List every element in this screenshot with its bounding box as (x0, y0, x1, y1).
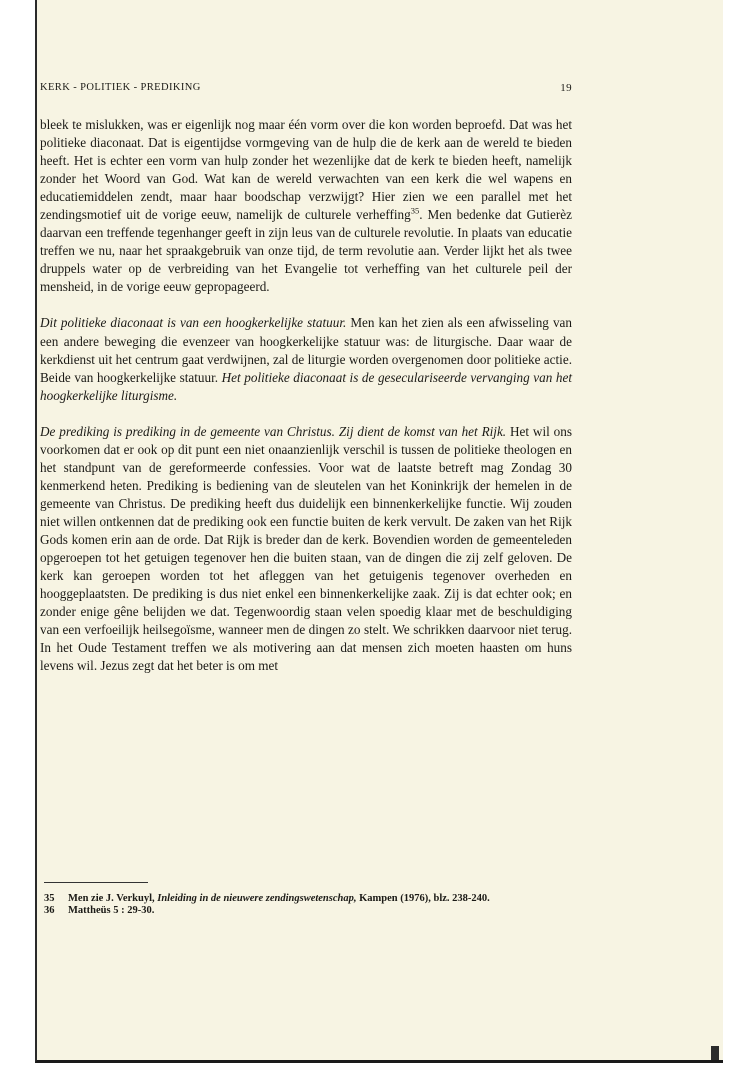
running-title: KERK - POLITIEK - PREDIKING (40, 82, 201, 93)
body-text (40, 116, 572, 675)
footnote-separator (44, 882, 148, 883)
text-run: Men kan het zien als een afwisseling van een andere beweging die evenzeer van hoogkerkelijke statuur was: de liturgische. Daar waar de kerkdienst uit het centrum gaat verdwijnen, zal de liturgie worden overgenomen door politieke actie. Beide van hoogkerkelijke statuur. (40, 315, 572, 385)
footnote-reference: 35 (410, 205, 420, 216)
page-number: 19 (560, 82, 572, 94)
footnote-number: 35 (44, 893, 55, 904)
footnote (44, 905, 572, 917)
italic-run: De prediking is prediking in de gemeente van Christus. Zij dient de komst van het Rijk. (40, 423, 507, 439)
text-run: Het wil ons voorkomen dat er ook op dit punt een niet onaanzienlijk verschil is tussen de politieke theologen en het standpunt van de gereformeerde confessies. Voor wat de laatste betreft mag Zondag 30 kenmerkend heten. Prediking is bediening van de sleutelen van het Koninkrijk der hemelen in de gemeente van Christus. De prediking heeft dus duidelijk een binnenkerkelijke functie. Wij zouden niet willen ontkennen dat de prediking ook een functie buiten de kerk vervult. De zaken van het Rijk Gods komen erin aan de orde. Dat Rijk is breder dan de kerk. Bovendien worden de gemeenteleden opgeroepen tot het getuigen tegenover hen die buiten staan, van de dingen die zij zelf geloven. De kerk kan geroepen worden tot het afleggen van het getuigenis tegenover overheden en hooggeplaatsten. De prediking is dus niet enkel een binnenkerkelijke zaak. Zij is dat echter ook; en zonder enige gêne belijden we dat. Tegenwoordig staan velen spoedig klaar met de beschuldiging van een verfoeilijk heilsegoïsme, wanneer men de dingen zo stelt. We schrikken daarvoor niet terug. In het Oude Testament treffen we als motivering aan dat mensen zich moeten haasten om huns levens wil. Jezus zegt dat het beter is om met (40, 423, 572, 674)
footnote-text (68, 905, 572, 917)
page-corner-mark (711, 1046, 719, 1060)
footnote-number: 36 (44, 905, 55, 916)
footnote (44, 893, 572, 905)
footnote-book-title: Inleiding in de nieuwere zendingswetenschap, (157, 893, 357, 904)
footnotes (44, 893, 572, 917)
text-run: . Men bedenke dat Gutierèz daarvan een treffende tegenhanger geeft in zijn leus van de culturele revolutie. In plaats van educatie treffen we nu, naar het spraakgebruik van onze tijd, de term revolutie aan. Verder lijkt het als twee druppels water op de verbreiding van het Evangelie tot verheffing van het culturele peil der mensheid, in de vorige eeuw gepropageerd. (40, 207, 572, 295)
footnote-text-run: Kampen (1976), blz. 238-240. (356, 893, 490, 904)
italic-run: Het politieke diaconaat is de geseculariseerde vervanging van het hoogkerkelijke liturgisme. (40, 369, 572, 403)
footnote-text-run: Men zie J. Verkuyl, (68, 893, 158, 904)
text-run: bleek te mislukken, was er eigenlijk nog maar één vorm over die kon worden beproefd. Dat was het politieke diaconaat. Dat is eigentijdse vormgeving van de hulp die de kerk aan de wereld te bieden heeft. Het is echter een vorm van hulp zonder het wezenlijke dat de kerk te bieden heeft, namelijk zonder het Woord van God. Wat kan de wereld verwachten van een kerk die wel wapens en educatiemiddelen zendt, maar haar boodschap verzwijgt? Hier zien we een parallel met het zendingsmotief uit de vorige eeuw, namelijk de culturele verheffing (40, 117, 572, 223)
paragraph (40, 314, 572, 404)
paragraph (40, 116, 572, 296)
footnote-text (68, 893, 572, 905)
italic-run: Dit politieke diaconaat is van een hoogkerkelijke statuur. (40, 315, 347, 331)
paragraph (40, 423, 572, 676)
footnote-text-run: Mattheüs 5 : 29-30. (68, 905, 155, 916)
